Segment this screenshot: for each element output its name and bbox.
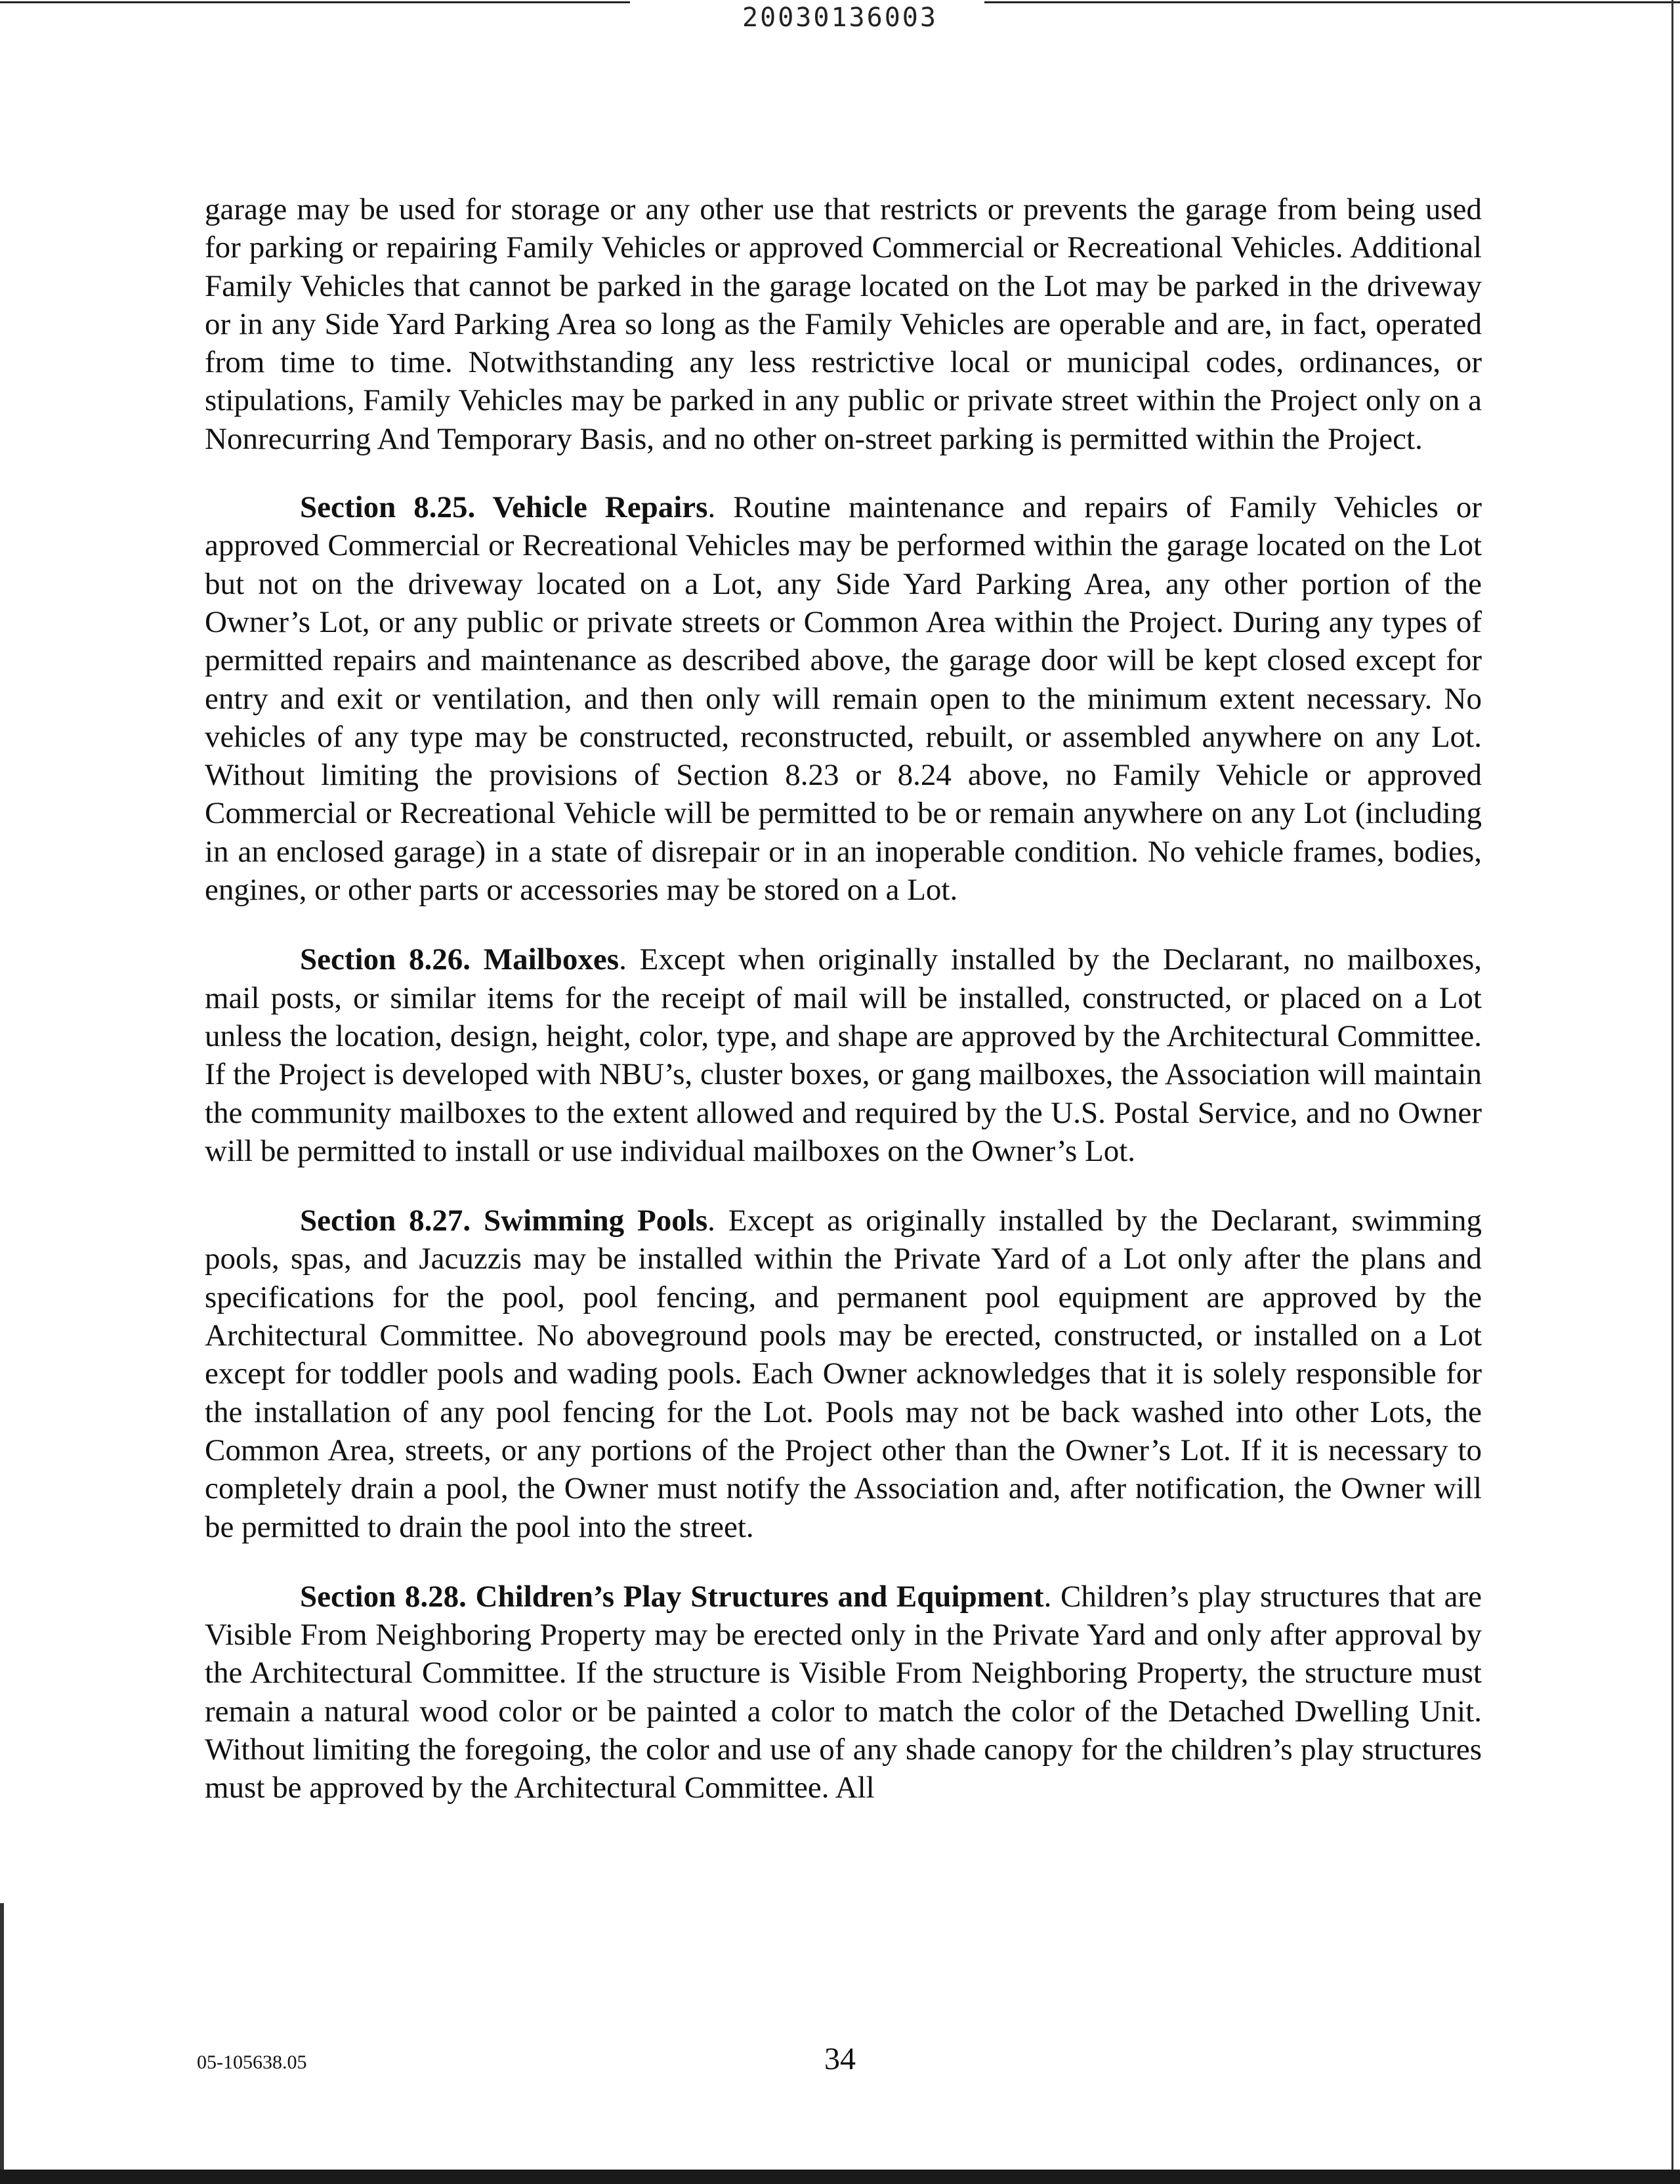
section-heading: Section 8.25. Vehicle Repairs [300, 490, 708, 525]
paragraph-text: . Children’s play structures that are Visible From Neighboring Property may be erected only in the Private Yard and only after approval by the Architectural Committee. If the structure is Visible From Neighboring Property, the structure must remain a natural wood color or be painted a color to match the color of the Detached Dwelling Unit. Without limiting the foregoing, the color and use of any shade canopy for the children’s play structures must be approved by the Architectural Committee. All [205, 1579, 1482, 1805]
paragraph-text: garage may be used for storage or any other use that restricts or prevents the garage from being used for parking or repairing Family Vehicles or approved Commercial or Recreational Vehicles. Additional Family Vehicles that cannot be parked in the garage located on the Lot may be parked in the driveway or in any Side Yard Parking Area so long as the Family Vehicles are operable and are, in fact, operated from time to time. Notwithstanding any less restrictive local or municipal codes, ordinances, or stipulations, Family Vehicles may be parked in any public or private street within the Project only on a Nonrecurring And Temporary Basis, and no other on-street parking is permitted within the Project. [205, 192, 1482, 456]
scan-edge-right [1671, 0, 1673, 2184]
section-heading: Section 8.28. Children’s Play Structures and Equipment [300, 1579, 1044, 1614]
document-body [205, 190, 1482, 1839]
scan-edge-bottom [0, 2170, 1680, 2184]
section-8-28 [205, 1578, 1482, 1807]
paragraph-continuation [205, 190, 1482, 458]
section-8-26 [205, 940, 1482, 1170]
section-8-25 [205, 488, 1482, 909]
paragraph-text: . Except when originally installed by the Declarant, no mailboxes, mail posts, or similar items for the receipt of mail will be installed, constructed, or placed on a Lot unless the location, design, height, color, type, and shape are approved by the Architectural Committee. If the Project is developed with NBU’s, cluster boxes, or gang mailboxes, the Association will maintain the community mailboxes to the extent allowed and required by the U.S. Postal Service, and no Owner will be permitted to install or use individual mailboxes on the Owner’s Lot. [205, 942, 1482, 1168]
footer-document-code: 05-105638.05 [197, 2051, 307, 2073]
paragraph-text: . Routine maintenance and repairs of Family Vehicles or approved Commercial or Recreational Vehicles may be performed within the garage located on the Lot but not on the driveway located on a Lot, any Side Yard Parking Area, any other portion of the Owner’s Lot, or any public or private streets or Common Area within the Project. During any types of permitted repairs and maintenance as described above, the garage door will be kept closed except for entry and exit or ventilation, and then only will remain open to the minimum extent necessary. No vehicles of any type may be constructed, reconstructed, rebuilt, or assembled anywhere on any Lot. Without limiting the provisions of Section 8.23 or 8.24 above, no Family Vehicle or approved Commercial or Recreational Vehicle will be permitted to be or remain anywhere on any Lot (including in an enclosed garage) in a state of disrepair or in an inoperable condition. No vehicle frames, bodies, engines, or other parts or accessories may be stored on a Lot. [205, 490, 1482, 908]
paragraph-text: . Except as originally installed by the Declarant, swimming pools, spas, and Jacuzzis may be installed within the Private Yard of a Lot only after the plans and specifications for the pool, pool fencing, and permanent pool equipment are approved by the Architectural Committee. No aboveground pools may be erected, constructed, or installed on a Lot except for toddler pools and wading pools. Each Owner acknowledges that it is solely responsible for the installation of any pool fencing for the Lot. Pools may not be back washed into other Lots, the Common Area, streets, or any portions of the Project other than the Owner’s Lot. If it is necessary to completely drain a pool, the Owner must notify the Association and, after notification, the Owner will be permitted to drain the pool into the street. [205, 1204, 1482, 1544]
document-number: 20030136003 [742, 3, 938, 33]
page-number: 34 [824, 2042, 856, 2076]
section-heading: Section 8.27. Swimming Pools [300, 1204, 708, 1238]
section-8-27 [205, 1202, 1482, 1546]
section-heading: Section 8.26. Mailboxes [300, 942, 620, 977]
